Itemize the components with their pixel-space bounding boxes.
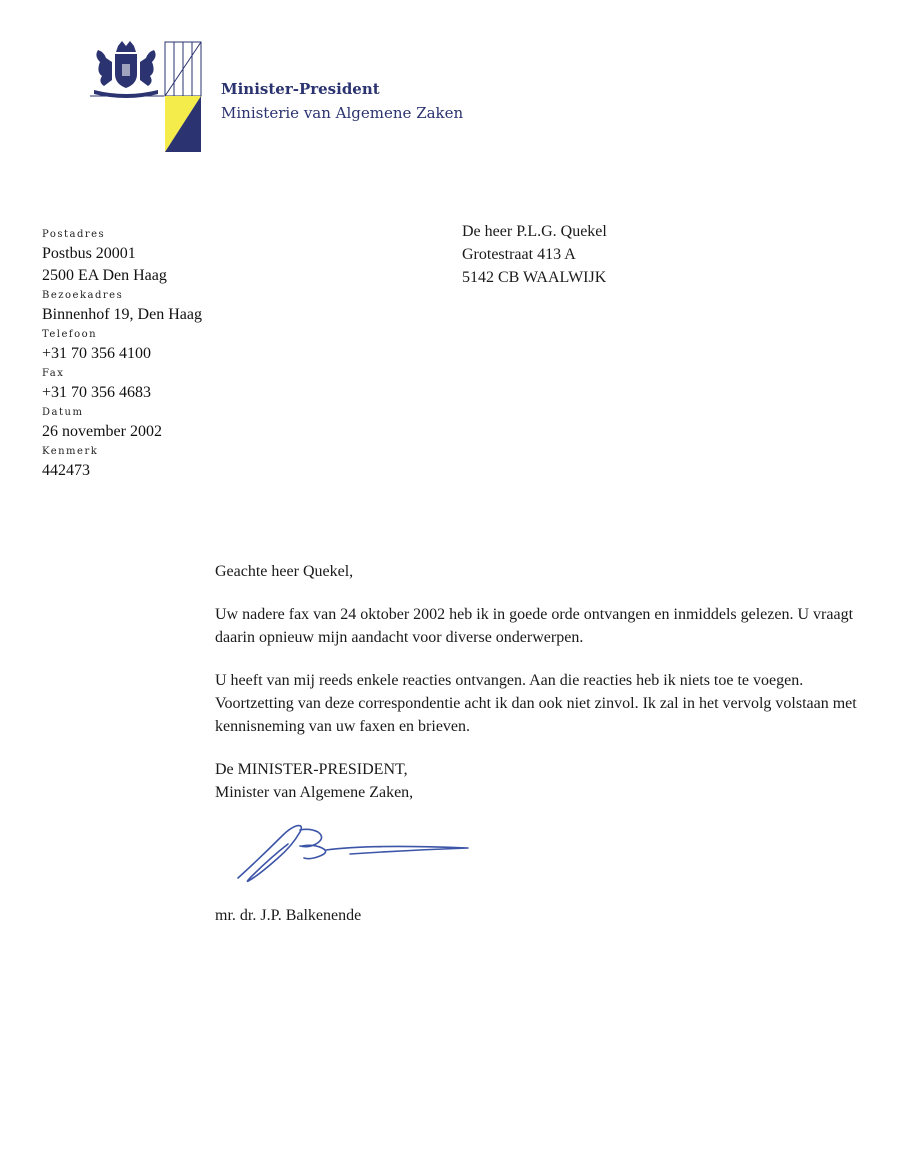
- signature: [230, 818, 475, 888]
- sender-details: [42, 227, 272, 483]
- field-label: Postadres: [42, 229, 106, 240]
- field-label: Datum: [42, 407, 84, 418]
- field-label: Fax: [42, 368, 65, 379]
- field-value: 2500 EA Den Haag: [42, 267, 167, 284]
- recipient-line: De heer P.L.G. Quekel: [462, 223, 607, 240]
- field-datum: [42, 405, 272, 443]
- field-label: Kenmerk: [42, 446, 99, 457]
- field-value: Binnenhof 19, Den Haag: [42, 306, 202, 323]
- field-value: Postbus 20001: [42, 245, 136, 262]
- field-value: 26 november 2002: [42, 423, 162, 440]
- field-label: Bezoekadres: [42, 290, 124, 301]
- header-title: Minister-President: [221, 80, 380, 98]
- ministry-logo: [90, 40, 210, 154]
- field-postadres: [42, 227, 272, 287]
- salutation: Geachte heer Quekel,: [215, 563, 354, 580]
- field-fax: [42, 366, 272, 404]
- closing-line: De MINISTER-PRESIDENT,: [215, 761, 408, 778]
- field-bezoekadres: [42, 288, 272, 326]
- field-value: +31 70 356 4100: [42, 345, 152, 362]
- paragraph: Uw nadere fax van 24 oktober 2002 heb ik in goede orde ontvangen en inmiddels gelezen. U vraagt daarin opnieuw mijn aandacht voor diverse onderwerpen.: [215, 606, 854, 646]
- recipient-line: Grotestraat 413 A: [462, 246, 576, 263]
- emblem-square: [165, 96, 201, 152]
- recipient-line: 5142 CB WAALWIJK: [462, 269, 607, 286]
- field-value: 442473: [42, 462, 90, 479]
- signer-name: mr. dr. J.P. Balkenende: [215, 907, 362, 924]
- closing-line: Minister van Algemene Zaken,: [215, 784, 414, 801]
- field-telefoon: [42, 327, 272, 365]
- emblem-stripes: [165, 42, 201, 96]
- recipient-address: [462, 220, 607, 289]
- field-kenmerk: [42, 444, 272, 482]
- field-label: Telefoon: [42, 329, 98, 340]
- field-value: +31 70 356 4683: [42, 384, 152, 401]
- coat-of-arms-icon: [94, 41, 158, 98]
- header-subtitle: Ministerie van Algemene Zaken: [221, 104, 464, 122]
- closing: [215, 758, 865, 804]
- letter-body: [215, 560, 865, 804]
- paragraph: U heeft van mij reeds enkele reacties ontvangen. Aan die reacties heb ik niets toe te voegen. Voortzetting van deze correspondentie acht ik dan ook niet zinvol. Ik zal in het vervolg volstaan met kennisneming van uw faxen en brieven.: [215, 672, 857, 735]
